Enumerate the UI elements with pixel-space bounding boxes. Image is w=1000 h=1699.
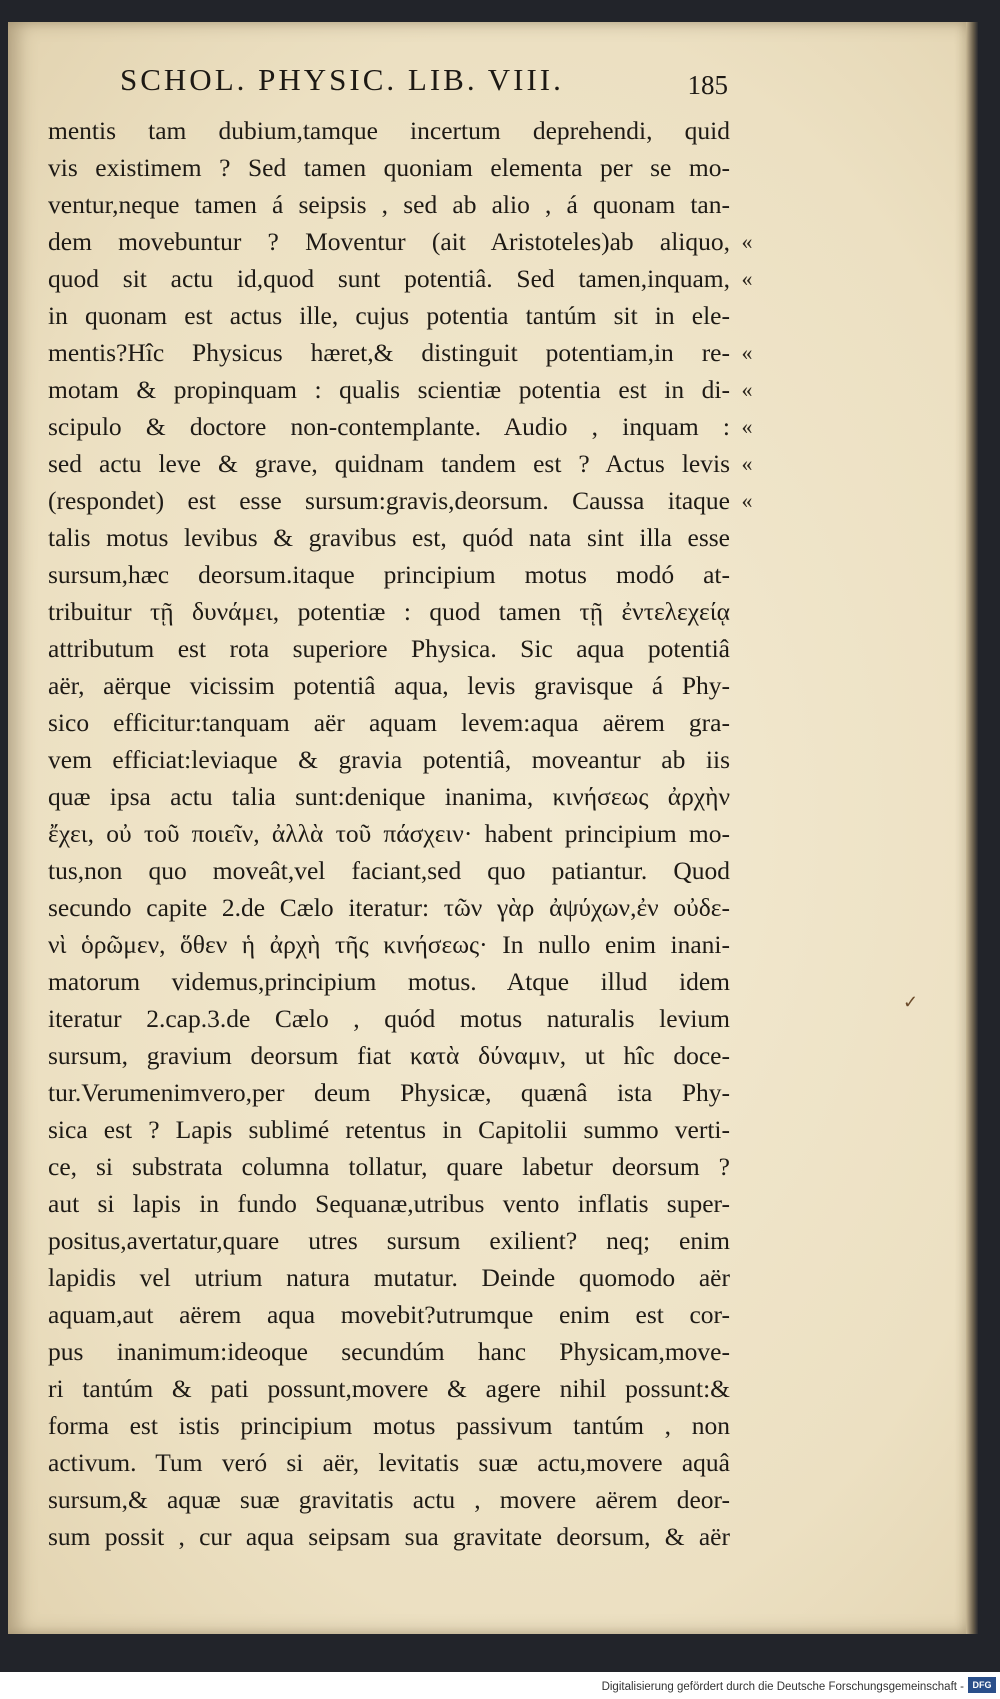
text-line: aquam,aut aërem aqua movebit?utrumque enim est cor-: [48, 1300, 730, 1329]
body-text: [48, 112, 730, 1555]
text-line: ri tantúm & pati possunt,movere & agere nihil possunt:&: [48, 1374, 730, 1403]
text-line: lapidis vel utrium natura mutatur. Deinde quomodo aër: [48, 1263, 730, 1292]
text-line: quod sit actu id,quod sunt potentiâ. Sed tamen,inquam,: [48, 264, 730, 293]
margin-quote-mark: «: [741, 229, 753, 254]
text-line: tus,non quo moveât,vel faciant,sed quo patiantur. Quod: [48, 856, 730, 885]
text-line: sed actu leve & grave, quidnam tandem est ? Actus levis: [48, 449, 730, 478]
margin-quote-mark: «: [741, 414, 753, 439]
margin-quote-mark: «: [741, 340, 753, 365]
text-line: sursum, gravium deorsum fiat κατὰ δύναμιν, ut hîc doce-: [48, 1041, 730, 1070]
text-line: sursum,hæc deorsum.itaque principium motus modó at-: [48, 560, 730, 589]
dfg-logo: DFG: [968, 1677, 996, 1693]
text-line: aut si lapis in fundo Sequanæ,utribus vento inflatis super-: [48, 1189, 730, 1218]
margin-quote-mark: «: [741, 266, 753, 291]
text-line: talis motus levibus & gravibus est, quód nata sint illa esse: [48, 523, 730, 552]
text-line: quæ ipsa actu talia sunt:denique inanima, κινήσεως ἀρχὴν: [48, 782, 730, 811]
margin-quote-mark: «: [741, 488, 753, 513]
text-line: forma est istis principium motus passivum tantúm , non: [48, 1411, 730, 1440]
page-edge: [966, 22, 978, 1634]
text-line: sursum,& aquæ suæ gravitatis actu , movere aërem deor-: [48, 1485, 730, 1514]
text-line: aër, aërque vicissim potentiâ aqua, levis gravisque á Phy-: [48, 671, 730, 700]
text-line: motam & propinquam : qualis scientiæ potentia est in di-: [48, 375, 730, 404]
text-line: dem movebuntur ? Moventur (ait Aristoteles)ab aliquo,: [48, 227, 730, 256]
text-line: ventur,neque tamen á seipsis , sed ab alio , á quonam tan-: [48, 190, 730, 219]
text-line: mentis?Hîc Physicus hæret,& distinguit potentiam,in re-: [48, 338, 730, 367]
text-line: positus,avertatur,quare utres sursum exilient? neq; enim: [48, 1226, 730, 1255]
margin-quote-mark: «: [741, 451, 753, 476]
text-line: iteratur 2.cap.3.de Cælo , quód motus naturalis levium: [48, 1004, 730, 1033]
ink-speck: ✓: [903, 992, 919, 1012]
text-line: tribuitur τῇ δυνάμει, potentiæ : quod tamen τῇ ἐντελεχείᾳ: [48, 597, 730, 626]
text-line: νὶ ὁρῶμεν, ὅθεν ἡ ἀρχὴ τῆς κινήσεως· In nullo enim inani-: [48, 930, 730, 959]
text-line: sica est ? Lapis sublimé retentus in Capitolii summo verti-: [48, 1115, 730, 1144]
text-line: scipulo & doctore non-contemplante. Audio , inquam :: [48, 412, 730, 441]
text-line: pus inanimum:ideoque secundúm hanc Physicam,move-: [48, 1337, 730, 1366]
text-line: sum possit , cur aqua seipsam sua gravitate deorsum, & aër: [48, 1522, 730, 1551]
text-line: sico efficitur:tanquam aër aquam levem:aqua aërem gra-: [48, 708, 730, 737]
text-line: mentis tam dubium,tamque incertum deprehendi, quid: [48, 116, 730, 145]
text-line: tur.Verumenimvero,per deum Physicæ, quænâ ista Phy-: [48, 1078, 730, 1107]
page-number: 185: [687, 70, 728, 100]
margin-quote-mark: «: [741, 377, 753, 402]
text-line: vem efficiat:leviaque & gravia potentiâ, moveantur ab iis: [48, 745, 730, 774]
text-line: vis existimem ? Sed tamen quoniam elementa per se mo-: [48, 153, 730, 182]
text-line: (respondet) est esse sursum:gravis,deorsum. Caussa itaque: [48, 486, 730, 515]
text-line: matorum videmus,principium motus. Atque illud idem: [48, 967, 730, 996]
text-line: secundo capite 2.de Cælo iteratur: τῶν γὰρ ἀψύχων,ἐν οὐδε-: [48, 893, 730, 922]
text-line: in quonam est actus ille, cujus potentia tantúm sit in ele-: [48, 301, 730, 330]
running-title: SCHOL. PHYSIC. LIB. VIII.: [120, 62, 564, 97]
text-line: ce, si substrata columna tollatur, quare labetur deorsum ?: [48, 1152, 730, 1181]
digitization-credit: Digitalisierung gefördert durch die Deutsche Forschungsgemeinschaft -: [601, 1681, 964, 1693]
text-line: attributum est rota superiore Physica. Sic aqua potentiâ: [48, 634, 730, 663]
text-line: ἔχει, οὐ τοῦ ποιεῖν, ἀλλὰ τοῦ πάσχειν· habent principium mo-: [48, 819, 730, 848]
text-line: activum. Tum veró si aër, levitatis suæ actu,movere aquâ: [48, 1448, 730, 1477]
